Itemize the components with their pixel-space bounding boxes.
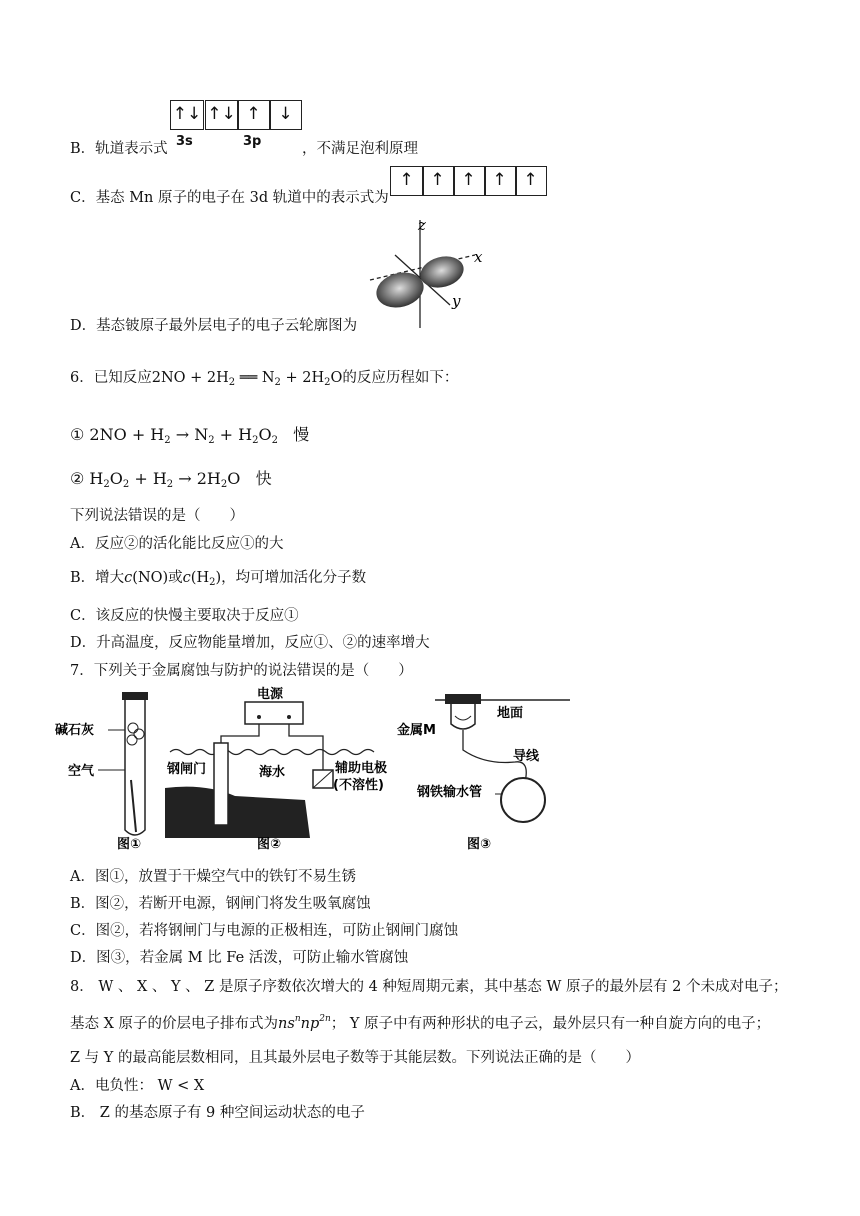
orbital-cell: ↑	[246, 104, 261, 124]
orbital-lobe-right	[417, 252, 467, 292]
fig3-metal: 金属M	[397, 723, 436, 738]
orbital-cell: ↓	[278, 104, 293, 124]
q7-option-b: B．图②，若断开电源，钢闸门将发生吸氧腐蚀	[70, 896, 371, 912]
orbital-3p-box	[205, 100, 302, 130]
q8-line-3: Z 与 Y 的最高能层数相同，且其最外层电子数等于其能层数。下列说法正确的是（ ）	[70, 1050, 640, 1066]
fig3-wire: 导线	[513, 749, 540, 764]
fig2-gate: 钢闸门	[167, 762, 207, 777]
q6-option-a: A．反应②的活化能比反应①的大	[70, 536, 284, 552]
q7-option-a: A．图①，放置于干燥空气中的铁钉不易生锈	[70, 869, 356, 885]
q6-step-1: ① $2NO + H_2 \to N_2 + H_2O_2$ 慢	[70, 425, 310, 446]
orbital-3d-box	[390, 166, 547, 196]
q6-question: 下列说法错误的是（ ）	[70, 508, 244, 524]
q7-option-c: C．图②，若将钢闸门与电源的正极相连，可防止钢闸门腐蚀	[70, 923, 459, 939]
q6-option-d: D．升高温度，反应物能量增加，反应①、②的速率增大	[70, 635, 430, 651]
orbital-3p-label: 3p	[243, 134, 262, 149]
p-orbital-diagram	[360, 210, 500, 335]
q5-option-d-text: D．基态铍原子最外层电子的电子云轮廓图为	[70, 318, 358, 334]
q8-option-b: B． Z 的基态原子有 9 种空间运动状态的电子	[70, 1105, 365, 1121]
axis-y-label: y	[452, 292, 461, 310]
orbital-cell: ↑	[523, 170, 538, 190]
orbital-cell: ↑↓	[172, 104, 202, 124]
orbital-3s-label: 3s	[176, 134, 193, 149]
figure-2-sluice-gate	[165, 688, 405, 860]
q5-option-b-text: B．轨道表示式	[70, 141, 168, 157]
fig3-pipe: 钢铁输水管	[417, 785, 483, 800]
axis-x-label: x	[474, 248, 483, 266]
q6-step-2: ② $H_2O_2 + H_2 \to 2H_2O$ 快	[70, 469, 272, 490]
q7-stem: 7．下列关于金属腐蚀与防护的说法错误的是（ ）	[70, 663, 413, 679]
orbital-lobe-left	[372, 267, 427, 312]
orbital-cell: ↑	[430, 170, 445, 190]
orbital-cell: ↑	[492, 170, 507, 190]
fig2-sea: 海水	[259, 765, 286, 780]
fig2-electrode: 辅助电极	[335, 761, 388, 776]
fig2-caption: 图②	[257, 837, 282, 852]
fig1-label-mid: 空气	[68, 764, 95, 779]
q5-option-b-suffix: ，不满足泡利原理	[302, 141, 418, 157]
q5-option-c-text: C．基态 Mn 原子的电子在 3d 轨道中的表示式为	[70, 190, 389, 206]
q8-line-1: 8． W 、 X 、 Y 、 Z 是原子序数依次增大的 4 种短周期元素，其中基态 W 原子的最外层有 2 个未成对电子；	[70, 979, 788, 995]
q6-option-c: C．该反应的快慢主要取决于反应①	[70, 608, 299, 624]
axis-z-label: z	[418, 216, 426, 234]
orbital-cell: ↑	[399, 170, 414, 190]
orbital-cell: ↑↓	[207, 104, 236, 124]
fig3-ground: 地面	[497, 706, 524, 721]
fig1-label-top: 碱石灰	[55, 723, 95, 738]
orbital-3s-box	[170, 100, 204, 130]
q6-stem: 6．已知反应$2NO + 2H_2$ ══ $N_2 + 2H_2O$的反应历程如下：	[70, 370, 459, 388]
fig3-caption: 图③	[467, 837, 492, 852]
orbital-cell: ↑	[461, 170, 476, 190]
figure-1-test-tube	[55, 690, 150, 860]
fig2-power: 电源	[257, 687, 284, 702]
fig1-caption: 图①	[117, 837, 142, 852]
q6-option-b: B．增大c(NO)或$c(H_2)$，均可增加活化分子数	[70, 570, 367, 588]
figure-3-pipe	[395, 690, 575, 860]
q7-option-d: D．图③，若金属 M 比 Fe 活泼，可防止输水管腐蚀	[70, 950, 409, 966]
q8-line-2: 基态 X 原子的价层电子排布式为$ns^nnp^{2n}$； Y 原子中有两种形状的电子云，最外层只有一种自旋方向的电子；	[70, 1014, 771, 1032]
q8-option-a: A．电负性： W < X	[70, 1078, 205, 1094]
fig2-electrode-note: (不溶性)	[333, 778, 384, 793]
